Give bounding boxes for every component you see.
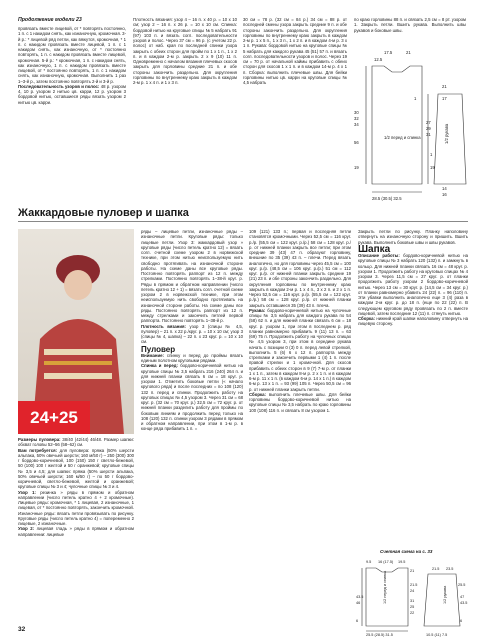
back-text: бордово-коричневой нитью на круговые спицы № 3,5 набрать 216 (240) 264 п. и для нижней планки связать 6 см = 18 круг. р. узором 1. Отметить боковые петли (« начало кругового ряда) и после последних = по 108 (120) 132 п. перед и спинки. Продолжить работу на круговых спицах № 4,5 узором 3. Через 31 см = 68 круг. р. (32 см = 70 круг. р.) 32,5 см = 72 круг. р. от нижней планки разделить работу для проймы по боковым линиям и продолжить перед только на 108 (120) 132 п. спинки узором 3 рядами в прямом и обратном направлении, при этом в 1-м р. в конце ряда прибавить 1 п. = (141, 363, 243, 432)
diagram-top-label: 1/2 перед и спинка (384, 135, 421, 140)
sizes-label: Размеры пуловера: (18, 437, 61, 442)
chart-reference: Счетная схема на с. 33 (380, 549, 433, 554)
diagram-sleeve2-label: 1/2 рукава (443, 585, 447, 604)
diagram-bottom-bottom: 25.5 (28.5) 31.5 (366, 633, 393, 637)
dim-sl2-2: 23.5 (446, 567, 454, 571)
pullover-subtitle: Пуловер (141, 344, 176, 354)
dim-sleeve-2: 17 (442, 96, 447, 101)
dim-sleeve-4: 29 (426, 126, 431, 131)
dim-sleeve-1: 21 (442, 84, 447, 89)
hat-assembly-text: нижний край шапки наполовину отвернуть на лицевую сторону. (358, 316, 468, 327)
middle-column (141, 229, 243, 623)
dim-bot-12: 24 (410, 589, 415, 593)
top-col1-text: провязать вместе лицевой, от * повторять постоянно, 1 п. с 1 накидом снять, как изнаночную, кромочная. 3-й р.: * лицевой ряд петли, как вяжутся, кромочная, * 1 п. с накидом провязать вместе лицевой, 1 п. с 1 накидом снять, как изнаночную, от * постоянно повторять, 1 п. с накидом провязать вместе лицевой, кромочная. 5-й р.: * кромочная, 1 п. с накидом снять, как изнаночную, 1 п. с накидом провязать вместе лицевой, от * постоянно повторять, 1 п. с 1 накидом снять, как изнаночную, кромочная. Выполнить 1 раз 1–3-й р., затем постоянно повторять 2-й и 3-й р. (18, 26, 126, 84)
front-back-outline (372, 66, 422, 184)
section-title: Жаккардовые пуловер и шапка (18, 207, 189, 219)
dim-top-7: 56 (354, 140, 359, 145)
top-column-2 (133, 17, 237, 201)
dim-bot-6: 46 (356, 601, 361, 605)
density-text: узор 3 (спицы № 4,5, пуловер) – 21 п. х 22 р./круг. р. = 10 х 10 см; узор 3 (спицы № 4, шапка) – 22 п. х 23 круг. р. = 10 х 10 см. (141, 323, 243, 345)
sizes-text: 38/40 (42/44) 46/48. Размер шапки: обхват головы 52–56 (58–62) см. (18, 437, 134, 448)
dim-top-6: 34 (354, 122, 359, 127)
top-col2-text: Плотность вязания: узор 4 – 16 п. х 40 р. = 10 х 10 см; узор 2 – 16 п. х 26 р. = 10 х 10 см. Спинка: бордовой нитью на круговые спицы № 5 набрать 91 (97) 103 п. и вязать согл. последовательности узоров и полос. Через 37 см = 96 р. (с учетом 22 р. полос) от наб. края по последней спинки узора закрыть с обеих сторон для пройм по 1 х 1 п., 1 х 2 п. и в каждом 2-м р. закрыть 2 х 9 (10) 11 п. Одновременно с началом вязания плечевых скосов закрыть для горловины средние 21 п. и обе стороны закончить раздельно. Для округления горловины по внутреннему краю закрыть в каждом 2-м р. 1 х 4 п. и 1 х 3 п. (133, 17, 237, 85)
schematic-top (354, 44, 468, 204)
dim-bot-3: 19.5 (398, 560, 406, 564)
dim-bot-5: 43.5 (356, 595, 364, 599)
materials-label: Вам потребуется: (18, 447, 58, 453)
dim-bot-9: 25 (410, 605, 415, 609)
top-column-1 (18, 26, 126, 201)
desc-text: бордово-коричневой нитью на круговые спицы № 3 набрать 120 (132) п. и замкнуть в кольцо. Для нижней планки связать 16 см = 48 круг. р. узором 1. Продолжить работу на круговых спицах № 4 узором 3. Через 11,5 см = 27 круг. р. от планки продолжить работу узором 2 бордово-коричневой нитью. Через 13 см = 30 круг. р. (14,5 см = 34 круг. р.) от планки равномерно убавить 24 (22) п. = 96 (110) п. Эти убавки выполнить аналогично еще 3 (4) раза в каждом 2-м круг. р. до 18 п. (еще по 22 (22) п. В следующем круговом ряду провязать по 2 п. вместе лицевой, затем последние 12 (11) п. стянуть нитью. (358, 253, 468, 316)
section-divider (18, 221, 468, 222)
density-label: Плотность вязания: (141, 323, 186, 329)
diagram-top-bottom: 28.5 (30.5) 32.5 (372, 196, 402, 201)
sleeves-label: Рукава: (249, 307, 266, 313)
dim-top-2: 21 (406, 50, 411, 55)
top-col3-text: 30 см = 78 р. (32 см = 84 р.) 34 см = 88 р. от последней смены узора закрыть средние 9 п. и обе стороны закончить раздельно. Для округления горловины по внутреннему краю закрыть в каждом 2-м р. 1 х 5 п., 1 х 3 п., 1 х 2 п. и в каждом 4-м р. 3 х 1 п. Рукава: бордовой нитью на круговые спицы № 5 набрать для каждого рукава 45 (51) 57 п. и вязать согл. последовательности узоров и полос. Через 19 см = 70 р. от начальной каймы прибавить с обеих сторон для скосов 1 х 1 п. и в каждом 14-м р. 4 х 1 п. Сборка: выполнить плечевые швы. Для бейки горловины нитью цв. карри на круговые спицы № 4,5 набрать (243, 17, 347, 85)
note-label: Внимание: (141, 352, 164, 358)
materials-text: для пуловера: пряжа (50% шерсти альпака, 50% овечьей шерсти; 160 м/50 г) – 250 (300) 300 г бордово-коричневой, 100 (150) 150 г светло-бежевой, 50 (100) 100 г желтой и 50 г оранжевой; круговые спицы № 3,5 и 4,5; для шапки: пряжа (50% шерсти альпака, 50% овечьей шерсти; 160 м/50 г) – по 50 г бордово-коричневой, светло-бежевой, желтой и оранжевой; круговые спицы № 3 и 4; чулочные спицы № 3 и 4. (18, 447, 134, 490)
right-column (249, 229, 351, 623)
dim-top-5: 32 (354, 116, 359, 121)
model-photo (18, 229, 134, 434)
pattern1-text: резинка » ряды в прямом и обратном направлении (число петель кратно 4 + 2 кромочные). Лицевые ряды: кромочная, * 1 лицевая, 2 изнаночные, 1 лицевая, от * постоянно повторять, закончить кромочной. Изнаночные ряды: вязать петли провязывать по рисунку. Круговые ряды (число петель кратно 4) = попеременно 2 лицевые, 2 изнаночные. (18, 489, 134, 526)
note-text: спинку и перед до проймы вязать единым полотном круговыми рядами. (141, 352, 243, 363)
diagram-bottom-label: 1/2 перед и спинка (383, 570, 387, 604)
dim-sleeve-8: 14 (442, 186, 447, 191)
front-back-outline-2 (366, 568, 408, 626)
assembly-text: выполнить плечевые швы. Для бейки горловины бордово-коричневой нитью на круговые спицы № 3,5 набрать по краю горловины 100 (108) 116 п. и связать 8 см узором 1. (249, 391, 351, 413)
dim-bot-8: 31 (410, 599, 415, 603)
left-column (18, 437, 134, 622)
assembly-label: Сборка: (249, 391, 266, 397)
dim-top-1: 17.5 (384, 50, 393, 55)
sequence-label: Последовательность узоров и полос: (18, 83, 100, 89)
dim-top-8: 1 (414, 96, 417, 101)
sleeve-outline (434, 94, 466, 184)
dim-top-9: 19 (354, 165, 359, 170)
dim-bot-7: 6 (356, 619, 359, 623)
far-text-a: Закрыть петли по рисунку. Планку наполовину отвернуть на изнаночную сторону и пришить. Вшить рукава. Выполнить боковые швы и швы рукавов. (358, 229, 468, 245)
pattern2-text: лицевая гладь » ряды в прямом и обратном направлении: лицевые (18, 526, 134, 537)
far-right-column (358, 229, 468, 545)
dim-bot-1: 9.5 (366, 560, 372, 564)
dim-sleeve-5: 31 (426, 132, 431, 137)
right-text-a: 109 (121) 133 п.; первая и последняя петли становятся кромочными. Через 52,5 см = 116 круг. р./р. (55,5 см = 122 круг. р./р.) 58 см = 128 круг. р./р. от нижней планки закрыть все петли; при этом средние 39 (43) 47 п. образуют горловину, внешние по 35 (39) 43 п. – плечи. Перед вязать аналогично, но для горловины через 45,5 см = 100 круг. р./р. (48,5 см = 106 круг. р./р.) 51 см = 112 круг. р./р. от нижней планки закрыть средние 19 (21) 23 п. и обе стороны закончить раздельно. Для округления горловины по внутреннему краю закрыть в каждом 2-м р. 1 х 4 п., 3 х 2 п. и 2 х 1 п. Через 52,5 см = 116 круг. р./р. (55,5 см = 122 круг. р./р.) 58 см = 128 круг. р./р. от нижней планки закрыть оставшиеся 35 (39) 43 п. плеча. (249, 229, 351, 308)
schematic-bottom (356, 558, 468, 638)
top-column-4 (354, 17, 466, 39)
dim-top-4: 30 (354, 110, 359, 115)
dim-bot-11: 21.5 (410, 583, 418, 587)
dim-sleeve-6: 1 (430, 152, 433, 157)
back-label: Спинка и перед: (141, 363, 178, 369)
dim-bot-2: 16 (17.5) (378, 560, 394, 564)
pattern1-label: Узор 1: (18, 489, 36, 495)
mid-text-a: ряды – лицевые петли, изнаночные ряды – изнаночные петли. Круговые ряды: только лицевые петли. Узор 3: жаккардовый узор » круговые ряды (число петель кратно 12) = вязать согл. счетной схеме узором 2 в норвежской технике, при этом нитью неиспользуемую нить свободно протягивать на изнаночной стороне работы. На схеме даны все круговые ряды. Постоянно повторять раппорт из 12 п. между стрелками. Постоянно повторять 1–38-й круг. р. Ряды в прямом и обратном направлении (число петель кратно 12 + 1) = вязать согл. счетной схеме узором 2 в норвежской технике, при этом неиспользуемую нить свободно протягивать на изнаночной стороне работы. На схеме даны все ряды. Постоянно повторять раппорт из 12 п. между стрелками и закончить петлей первой раппорта. Постоянно повторять 1–38-й р. (141, 229, 243, 324)
dim-bot-4: 21 (410, 569, 415, 573)
dim-sleeve-7: 19 (430, 165, 435, 170)
dim-sl2-5: 43.5 (460, 601, 468, 605)
hat-subtitle: Шапка (358, 243, 391, 255)
diagram-sleeve-label: 1/2 рукава (444, 123, 449, 144)
diagram-sleeve2-bottom: 10.5 (11) 7.5 (426, 633, 448, 637)
dim-sleeve-3: 27 (426, 120, 431, 125)
page-number: 32 (18, 626, 26, 633)
sequence-text: 48 р. узором 4, 10 р. узором 2 нитью цв. карри, 12 р. узором 3 бордовой нитью, оставшиеся ряды вязать узором 2 нитью цв. карри. (18, 83, 126, 105)
dim-sl2-1: 21.5 (432, 567, 440, 571)
hat-assembly-label: Сборка: (358, 316, 375, 321)
dim-sleeve-9: 16 (442, 192, 447, 197)
desc-label: Описание работы: (358, 253, 400, 258)
dim-sl2-6: 6 (460, 619, 463, 623)
sleeves-text: бордово-коричневой нитью на чулочные спицы № 3,5 набрать для каждого рукава по 54 (58) 62 п. и для нижней планки связать 6 см = 18 круг. р. узором 1, при этом в последнем р. ряд планки равномерно прибавить 9 (11) 13 п. = 63 (69) 75 п. Продолжить работу на чулочных спицах № 4,5 узором 3, при этом в середине рукава начать с позиции 0 (3) 0 п. перед левой стрелкой, выполнить 5 (6) 6 х 12 п. раппорта между стрелками и закончить первыми 1 (4) 1 п. после правой стрелки и 1 кромочной. Для скосов прибавить с обеих сторон в 9 (7) 7-м р. от планки 1 х 1 п., затем в каждом 8-м р. 2 х 1 п. и в каждом 6-м р. 11 х 1 п. (в каждом 6-м р. 14 х 1 п.) в каждом 6-м р. 13 х 1 п. = 93 (99) 105 п. Через 50,5 см = 96 р. от нижней планки закрыть петли. (249, 307, 351, 392)
top-col4-text: по краю горловины 88 п. и связать 2,5 см = 8 рт. узором 1. Закрыть петли. Вшить рукава. Выполнить швы рукавов и боковые швы. (354, 17, 466, 33)
model-number-badge: 24+25 (18, 401, 90, 434)
dim-bot-10: 22 (410, 611, 415, 615)
running-title: Продолжение модели 23 (18, 17, 82, 23)
dim-top-3: 12.5 (374, 57, 383, 62)
top-column-3 (243, 17, 347, 201)
dim-sl2-4: 47 (460, 595, 465, 599)
dim-sl2-3: 25.5 (458, 583, 466, 587)
pattern2-label: Узор 2: (18, 526, 35, 532)
